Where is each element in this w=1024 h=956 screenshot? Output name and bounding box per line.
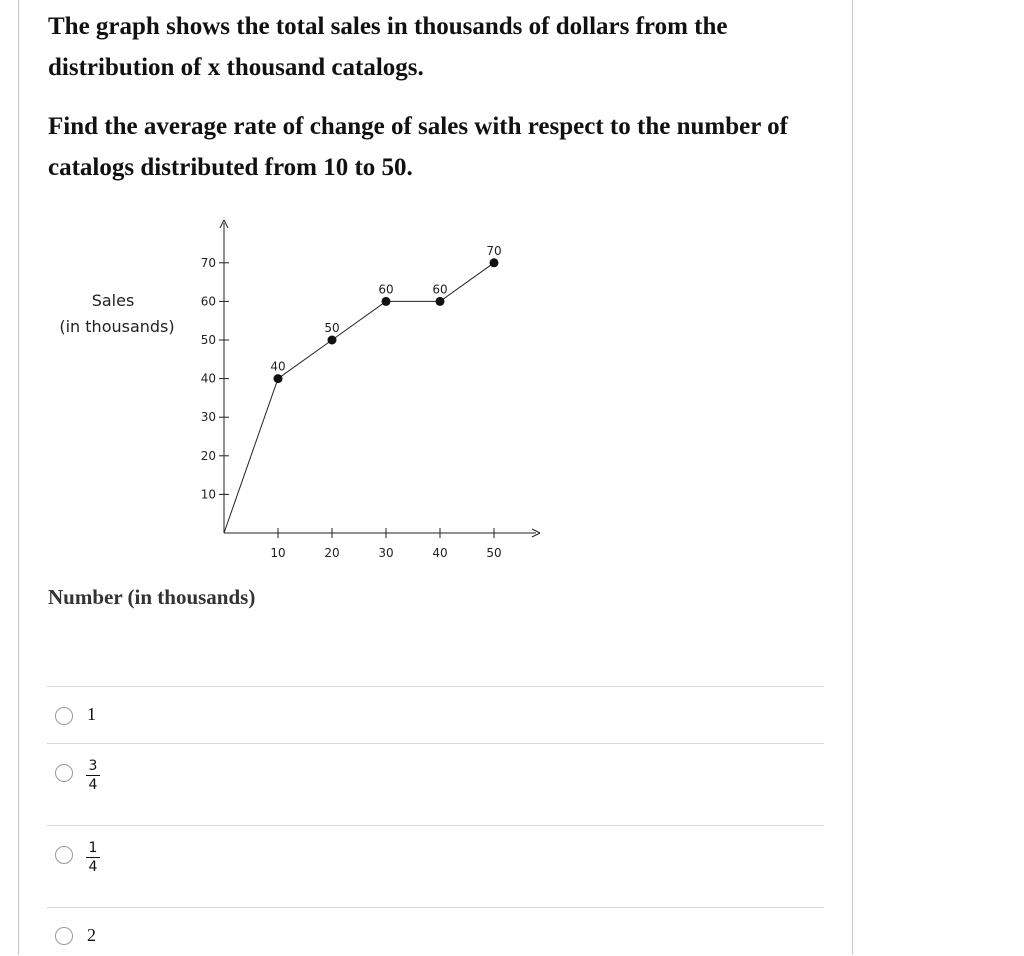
answer-option-2[interactable] (47, 743, 824, 826)
y-tick-label: 30 (200, 410, 216, 425)
y-tick-label: 50 (200, 333, 216, 347)
fraction-bar (86, 857, 100, 858)
answer-option-1[interactable] (47, 686, 824, 744)
x-axis-label: Number (in thousands) (48, 585, 256, 609)
y-tick-label: 20 (200, 448, 216, 463)
answer-option-3[interactable] (47, 825, 824, 908)
x-tick-label: 20 (324, 546, 340, 560)
data-point-label: 50 (324, 321, 340, 335)
y-tick-label: 10 (200, 487, 216, 502)
option-2-denominator: 4 (88, 777, 98, 793)
x-tick-label: 30 (378, 546, 394, 560)
x-tick-label: 10 (270, 546, 286, 560)
data-point (490, 258, 499, 267)
sales-line (224, 263, 494, 533)
question-prompt: Find the average rate of change of sales with respect to the number of catalogs distributed from 10 to 50. (48, 113, 788, 181)
y-axis-label-line1: Sales (91, 291, 135, 310)
option-2-fraction (84, 758, 102, 793)
fraction-bar (86, 775, 100, 776)
radio-option-1[interactable] (55, 707, 73, 725)
option-2-numerator: 3 (88, 758, 98, 774)
data-point-label: 60 (378, 282, 394, 297)
y-axis-label-line2: (in thousands) (59, 317, 175, 336)
data-point-label: 70 (486, 243, 502, 258)
data-point (328, 336, 337, 345)
x-tick-label: 50 (486, 546, 502, 560)
option-3-denominator: 4 (88, 859, 98, 875)
y-tick-label: 60 (200, 294, 216, 309)
data-point-label: 40 (270, 359, 286, 374)
y-tick-label: 40 (200, 371, 216, 386)
data-point (274, 374, 283, 383)
data-point (382, 297, 391, 306)
radio-option-4[interactable] (55, 927, 73, 945)
answer-option-4[interactable] (47, 907, 824, 956)
option-3-numerator: 1 (88, 840, 98, 856)
x-tick-label: 40 (432, 546, 448, 560)
radio-option-3[interactable] (55, 846, 73, 864)
data-point-label: 60 (432, 282, 448, 297)
sales-chart (50, 215, 570, 580)
question-text: The graph shows the total sales in thousands of dollars from the distribution of x thousand catalogs. (48, 13, 728, 81)
data-points (270, 244, 501, 383)
y-tick-label: 70 (200, 255, 216, 270)
option-3-fraction (84, 840, 102, 875)
radio-option-2[interactable] (55, 764, 73, 782)
option-1-label: 1 (87, 704, 96, 724)
option-4-label: 2 (87, 925, 96, 945)
data-point (436, 297, 445, 306)
y-axis-label (59, 291, 174, 336)
y-axis-ticks (201, 256, 229, 502)
